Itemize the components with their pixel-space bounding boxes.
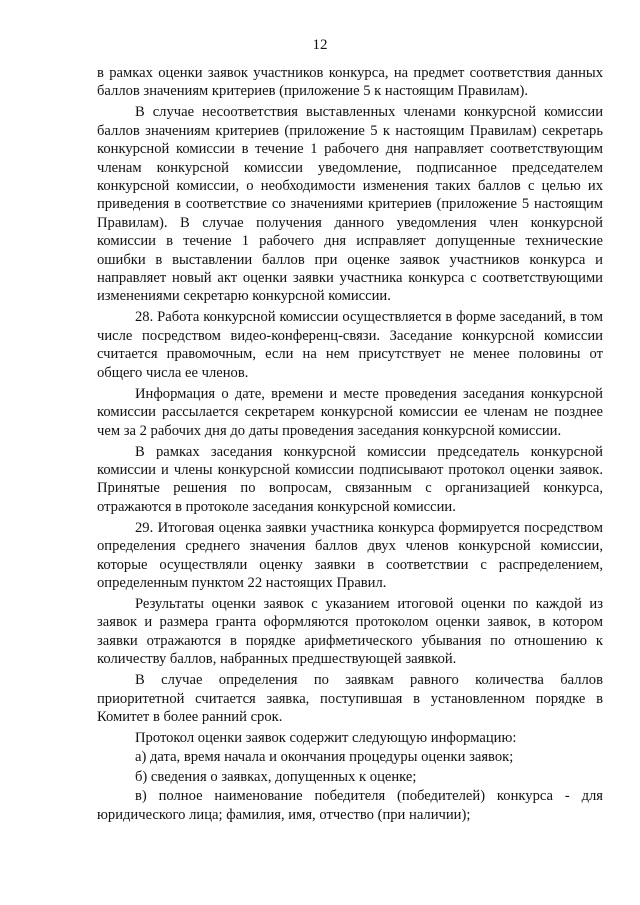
list-item-a: а) дата, время начала и окончания процедуры оценки заявок;: [135, 749, 514, 766]
paragraph-continuation: в рамках оценки заявок участников конкурса, на предмет соответствия данных баллов значениям критериев (приложение 5 к настоящим Правилам).: [97, 65, 603, 100]
list-item-v: в) полное наименование победителя (победителей) конкурса - для юридического лица; фамилия, имя, отчество (при наличии);: [97, 788, 603, 823]
paragraph-meeting-protocol: В рамках заседания конкурсной комиссии председатель конкурсной комиссии и члены конкурсной комиссии подписывают протокол оценки заявок. Принятые решения по вопросам, связанным с организацией конкурса, отражаются в протоколе заседания конкурсной комиссии.: [97, 443, 603, 515]
paragraph-meeting-info: Информация о дате, времени и месте проведения заседания конкурсной комиссии рассылается секретарем конкурсной комиссии ее членам не позднее чем за 2 рабочих дня до даты проведения заседания конкурсной комиссии.: [97, 385, 603, 439]
page-number: 12: [312, 37, 328, 53]
paragraph-item-29: 29. Итоговая оценка заявки участника конкурса формируется посредством определения среднего значения баллов двух членов конкурсной комиссии, которые осуществляли оценку заявки в соответствии с распределением, определенным пунктом 22 настоящих Правил.: [97, 519, 603, 591]
paragraph-results: Результаты оценки заявок с указанием итоговой оценки по каждой из заявок и размера гранта оформляются протоколом оценки заявок, в котором заявки отражаются в порядке арифметического убывания по отношению к количеству баллов, набранных предшествующей заявкой.: [97, 595, 603, 668]
paragraph-item-28: 28. Работа конкурсной комиссии осуществляется в форме заседаний, в том числе посредством видео-конференц-связи. Заседание конкурсной комиссии считается правомочным, если на нем присутствует не менее половины от общего числа ее членов.: [97, 309, 603, 381]
paragraph-score-mismatch: В случае несоответствия выставленных членами конкурсной комиссии баллов значениям критериев (приложение 5 к настоящим Правилам) секретарь конкурсной комиссии в течение 1 рабочего дня направляет соответствующим членам конкурсной комиссии уведомление, подписанное председателем конкурсной комиссии, о необходимости изменения таких баллов с целью их приведения в соответствие со значениями критериев (приложение 5 настоящим Правилам). В случае получения данного уведомления член конкурсной комиссии в течение 1 рабочего дня исправляет допущенные технические ошибки в выставлении баллов при оценке заявок участников конкурса и направляет новый акт оценки заявки участника конкурса с соответствующими изменениями секретарю конкурсной комиссии.: [97, 104, 603, 305]
list-item-b: б) сведения о заявках, допущенных к оценке;: [135, 768, 417, 785]
paragraph-protocol-contents: Протокол оценки заявок содержит следующую информацию:: [135, 729, 517, 746]
document-body: [97, 64, 603, 825]
paragraph-equal-scores: В случае определения по заявкам равного количества баллов приоритетной считается заявка, поступившая в установленном порядке в Комитет в более ранний срок.: [97, 672, 603, 725]
